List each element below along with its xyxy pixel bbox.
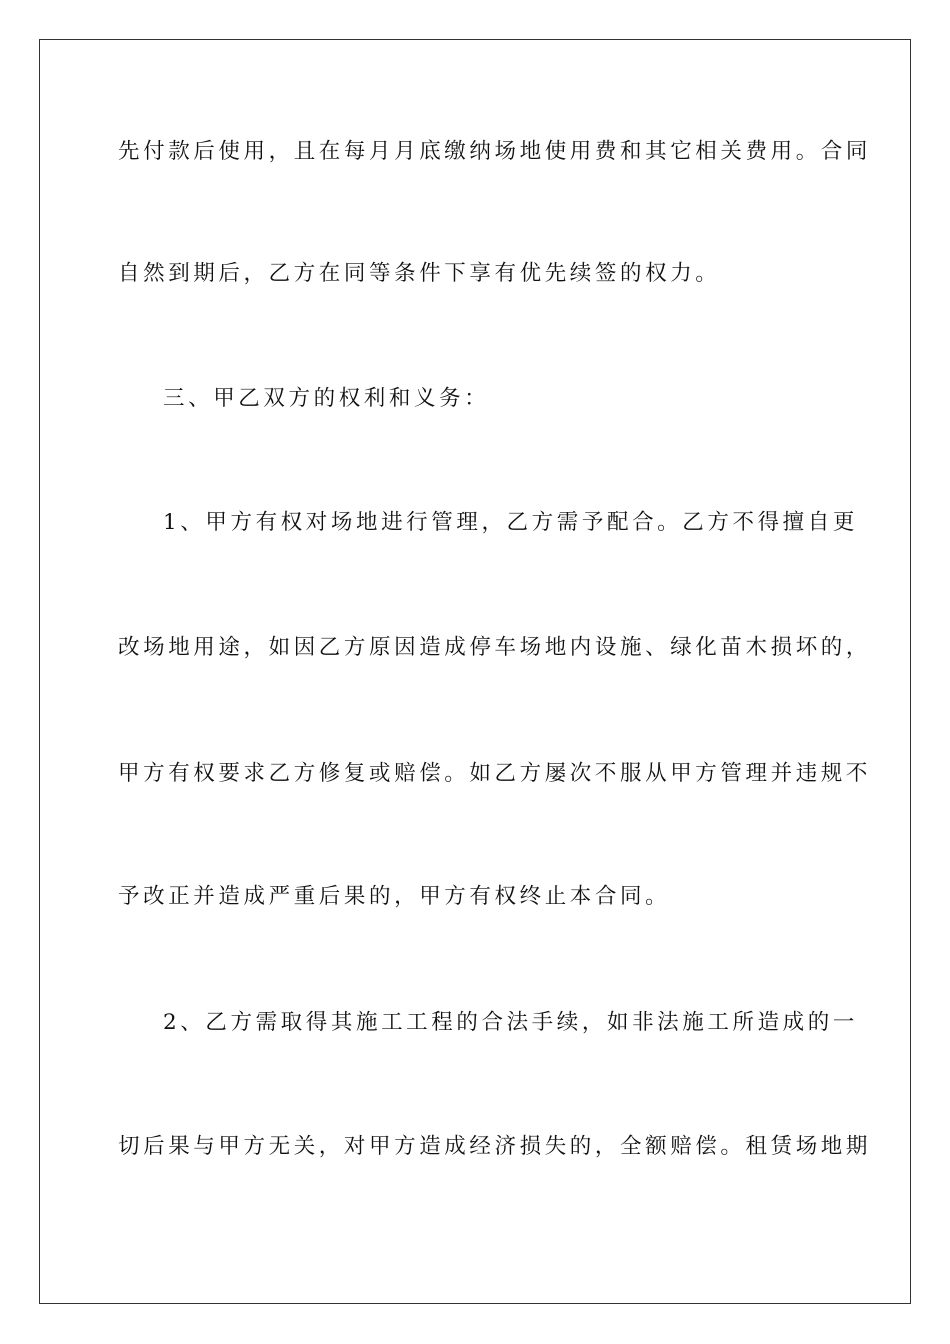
clause-1-line-1: 1、甲方有权对场地进行管理，乙方需予配合。乙方不得擅自更 <box>163 510 858 535</box>
clause-2-line-1: 2、乙方需取得其施工工程的合法手续，如非法施工所造成的一 <box>163 1010 858 1035</box>
clause-1-line-3: 甲方有权要求乙方修复或赔偿。如乙方屡次不服从甲方管理并违规不 <box>118 761 872 786</box>
paragraph-line-2: 自然到期后，乙方在同等条件下享有优先续签的权力。 <box>118 261 721 286</box>
page-border <box>39 39 911 1304</box>
section-heading: 三、甲乙双方的权利和义务： <box>163 386 490 411</box>
paragraph-line-1: 先付款后使用，且在每月月底缴纳场地使用费和其它相关费用。合同 <box>118 139 872 164</box>
clause-1-line-4: 予改正并造成严重后果的，甲方有权终止本合同。 <box>118 884 671 909</box>
clause-1-line-2: 改场地用途，如因乙方原因造成停车场地内设施、绿化苗木损坏的， <box>118 635 872 660</box>
clause-2-line-2: 切后果与甲方无关，对甲方造成经济损失的，全额赔偿。租赁场地期 <box>118 1134 872 1159</box>
